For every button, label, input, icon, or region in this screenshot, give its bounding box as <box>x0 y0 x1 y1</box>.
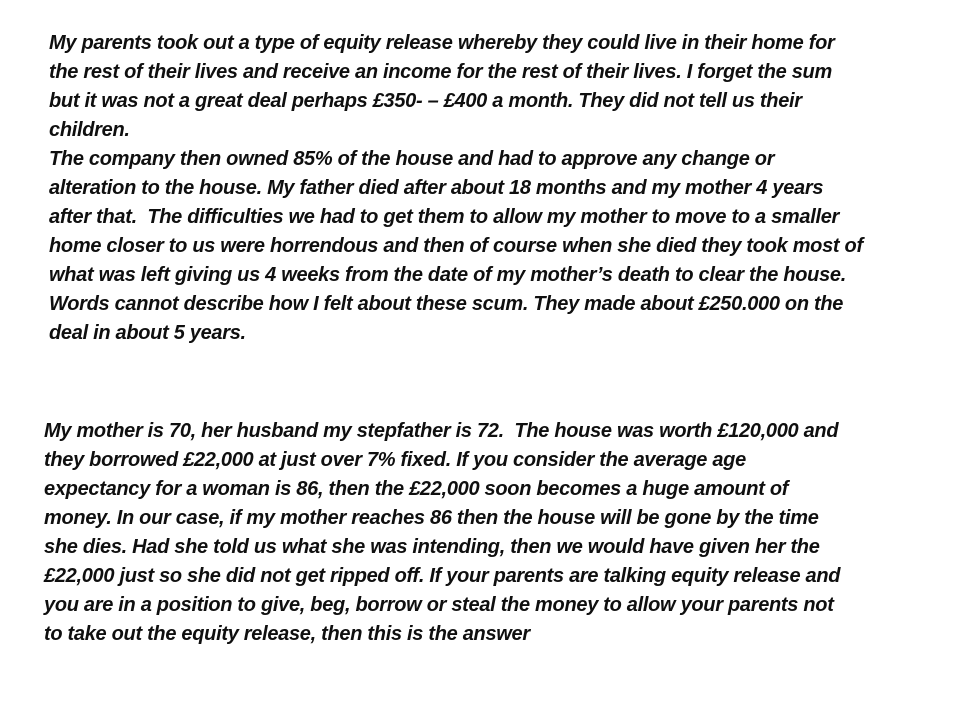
text-line: £22,000 just so she did not get ripped off. If your parents are talking equity release and <box>44 565 841 587</box>
text-line: expectancy for a woman is 86, then the £22,000 soon becomes a huge amount of <box>44 478 789 500</box>
paragraph-equity-release-story <box>49 29 863 348</box>
text-line: they borrowed £22,000 at just over 7% fixed. If you consider the average age <box>44 449 746 471</box>
text-line: money. In our case, if my mother reaches 86 then the house will be gone by the time <box>44 507 819 529</box>
text-line: Words cannot describe how I felt about these scum. They made about £250.000 on the <box>49 293 844 315</box>
text-line: the rest of their lives and receive an income for the rest of their lives. I forget the sum <box>49 61 832 83</box>
text-line: she dies. Had she told us what she was intending, then we would have given her the <box>44 536 820 558</box>
text-line: My mother is 70, her husband my stepfather is 72. The house was worth £120,000 and <box>44 420 839 442</box>
text-line: alteration to the house. My father died after about 18 months and my mother 4 years <box>49 177 824 199</box>
text-line: to take out the equity release, then this is the answer <box>44 623 530 645</box>
text-line: you are in a position to give, beg, borrow or steal the money to allow your parents not <box>44 594 834 616</box>
paragraph-equity-release-advice <box>44 417 840 649</box>
text-line: deal in about 5 years. <box>49 322 246 344</box>
text-line: children. <box>49 119 130 141</box>
text-line: what was left giving us 4 weeks from the date of my mother’s death to clear the house. <box>49 264 846 286</box>
text-line: but it was not a great deal perhaps £350- – £400 a month. They did not tell us their <box>49 90 802 112</box>
text-line: after that. The difficulties we had to get them to allow my mother to move to a smaller <box>49 206 840 228</box>
text-line: The company then owned 85% of the house and had to approve any change or <box>49 148 775 170</box>
text-line: home closer to us were horrendous and then of course when she died they took most of <box>49 235 863 257</box>
text-line: My parents took out a type of equity release whereby they could live in their home for <box>49 32 835 54</box>
